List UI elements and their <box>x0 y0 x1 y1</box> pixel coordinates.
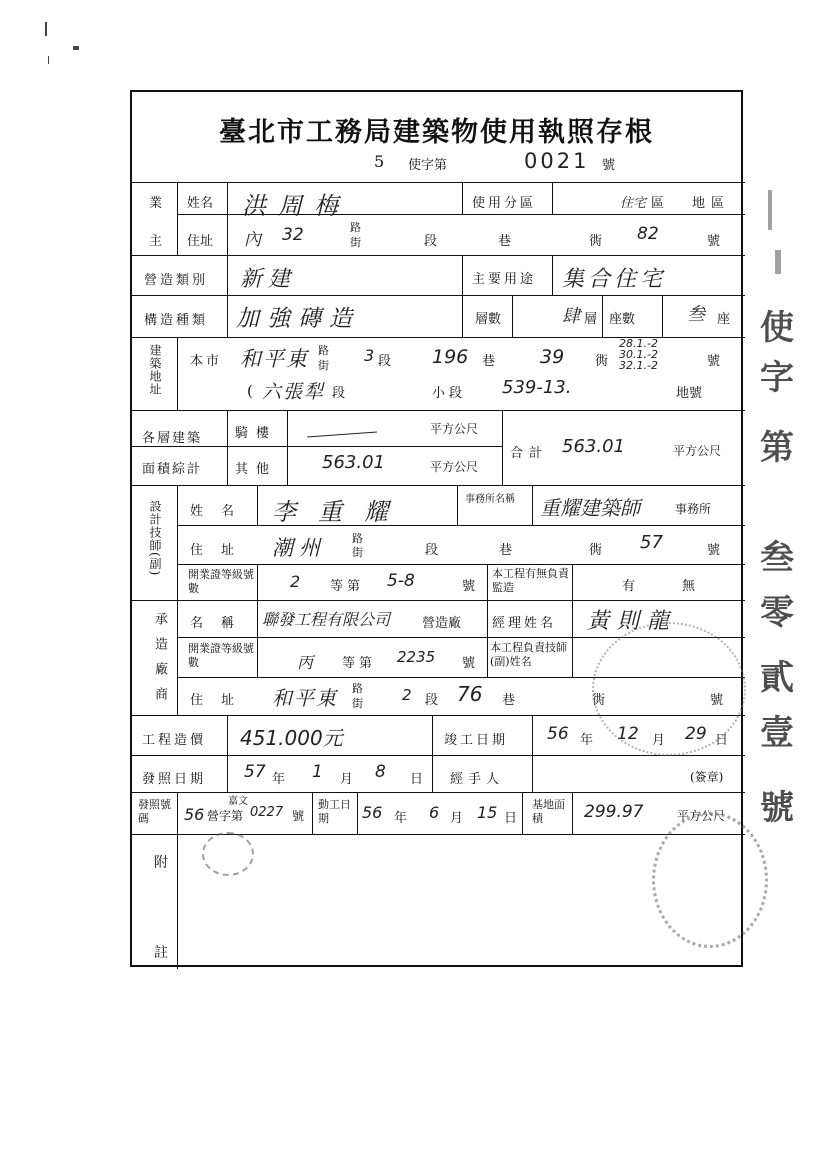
designer-addr-street: 街 <box>352 546 363 559</box>
designer-license-grade: 等第 <box>330 579 365 594</box>
owner-name-value: 洪周梅 <box>242 192 350 220</box>
other-label: 其他 <box>235 462 278 477</box>
buildings-value: 叁 <box>687 304 705 325</box>
contractor-name-value: 聯發工程有限公司 <box>262 610 391 629</box>
designer-name-value: 李重耀 <box>272 498 410 526</box>
contractor-addr-no: 號 <box>710 693 724 708</box>
location-street: 街 <box>318 359 329 372</box>
contractor-addr-lane: 巷 <box>502 693 516 708</box>
location-number-1: 28.1.-2 <box>619 337 658 350</box>
other-unit: 平方公尺 <box>430 460 479 474</box>
floor-area-label-2: 面積綜計 <box>142 462 203 477</box>
side-glyph: 零 <box>760 593 794 633</box>
location-city: 本市 <box>190 354 223 369</box>
side-glyph: 第 <box>760 428 794 468</box>
zoning-suffix: 區 <box>651 196 665 211</box>
contractor-license-label: 開業證等級號數 <box>188 642 254 669</box>
start-month-unit: 月 <box>450 811 464 826</box>
site-area-unit: 平方公尺 <box>677 809 726 823</box>
structure-value: 加強磚造 <box>236 306 360 332</box>
designer-name-label: 姓名 <box>190 504 253 519</box>
construction-type-label: 營造類別 <box>144 273 209 288</box>
start-month: 6 <box>429 803 440 822</box>
owner-addr-lane: 巷 <box>498 234 512 249</box>
total-label: 合計 <box>510 446 549 461</box>
location-road: 路 <box>318 344 329 357</box>
location-land-no: 地號 <box>676 386 703 401</box>
issue-day: 8 <box>375 762 386 782</box>
location-land-no-value: 539-13. <box>502 377 572 398</box>
designer-office-suffix: 事務所 <box>675 502 712 516</box>
designer-addr-no: 號 <box>707 543 721 558</box>
designer-label: 設計技師(副) <box>148 500 162 577</box>
completion-year: 56 <box>547 724 569 744</box>
designer-supervise-value-2: 無 <box>682 579 696 594</box>
owner-group-label: 業 <box>149 196 163 211</box>
owner-addr-street: 街 <box>350 236 361 249</box>
scan-mark <box>73 46 79 50</box>
site-area-value: 299.97 <box>584 802 644 822</box>
contractor-addr-road: 路 <box>352 682 363 695</box>
location-section: 段 <box>378 354 392 369</box>
location-lane-value: 196 <box>432 346 469 368</box>
designer-addr-section: 段 <box>425 543 439 558</box>
scan-mark <box>45 22 47 36</box>
contractor-license-no: 號 <box>462 656 476 671</box>
owner-addr-road: 路 <box>350 221 361 234</box>
designer-addr-label: 住址 <box>190 543 253 558</box>
total-unit: 平方公尺 <box>673 444 722 458</box>
designer-addr-road: 路 <box>352 532 363 545</box>
location-label: 建築地址 <box>148 344 162 396</box>
build-permit-no: 0227 <box>250 805 284 820</box>
owner-group-label: 主 <box>149 234 163 249</box>
arcade-label: 騎樓 <box>235 426 278 441</box>
remarks-label: 附 <box>154 855 168 871</box>
remarks-label-2: 註 <box>154 945 168 961</box>
contractor-license-grade: 等第 <box>342 656 377 671</box>
contractor-addr-alley: 衖 <box>592 693 606 708</box>
issue-year-unit: 年 <box>272 772 286 787</box>
side-glyph: 貳 <box>760 658 794 698</box>
form-title: 臺北市工務局建築物使用執照存根 <box>219 117 654 148</box>
permit-form <box>130 90 743 967</box>
contractor-label: 承造廠商 <box>152 612 167 712</box>
completion-day-unit: 日 <box>715 733 729 748</box>
issue-day-unit: 日 <box>410 772 424 787</box>
designer-supervise-value: 有 <box>622 579 636 594</box>
contractor-addr-section-value: 2 <box>402 686 412 704</box>
issue-year: 57 <box>244 762 266 782</box>
owner-addr-no: 號 <box>707 234 721 249</box>
start-day: 15 <box>477 803 498 822</box>
designer-license-no: 號 <box>462 579 476 594</box>
location-land-section: 段 <box>332 386 346 401</box>
contractor-addr-value: 和平東 <box>272 686 338 710</box>
location-land-subsection: 小段 <box>432 386 467 401</box>
contractor-name-suffix: 營造廠 <box>422 616 462 631</box>
designer-license-no-value: 5-8 <box>387 571 415 591</box>
completion-day: 29 <box>685 724 707 744</box>
owner-name-label: 姓名 <box>187 196 214 211</box>
contractor-addr-street: 街 <box>352 697 363 710</box>
owner-addr-no-value: 82 <box>637 224 659 244</box>
cost-label: 工程造價 <box>142 733 207 748</box>
contractor-manager-label: 經理姓名 <box>492 616 557 631</box>
main-use-value: 集合住宅 <box>562 267 667 292</box>
floors-unit: 層 <box>584 312 598 327</box>
permit-word: 使字第 <box>408 158 448 173</box>
start-year-unit: 年 <box>394 811 408 826</box>
location-number-label: 號 <box>707 354 721 369</box>
side-glyph: 號 <box>760 788 794 828</box>
handler-label: 經手人 <box>450 772 505 787</box>
scan-mark <box>768 190 772 230</box>
owner-addr-value: 內 <box>244 230 261 250</box>
structure-label: 構造種類 <box>144 313 209 328</box>
build-permit-word-extra: 嘉文 <box>228 796 248 807</box>
floor-area-label: 各層建築 <box>142 431 203 446</box>
location-lane: 巷 <box>482 354 496 369</box>
issue-month-unit: 月 <box>340 772 354 787</box>
permit-prefix: 5 <box>374 152 385 171</box>
location-alley-value: 39 <box>540 346 565 368</box>
contractor-name-label: 名稱 <box>190 616 253 631</box>
designer-license-value: 2 <box>290 572 301 591</box>
stamp-smudge <box>652 812 768 948</box>
issue-label: 發照日期 <box>142 772 207 787</box>
zoning-value: 住宅 <box>620 196 647 211</box>
contractor-license-no-value: 2235 <box>397 648 436 666</box>
handler-seal: (簽章) <box>690 770 724 784</box>
permit-number: 0021 <box>524 149 590 173</box>
floors-label: 層數 <box>475 312 502 327</box>
designer-supervise-label: 本工程有無負責監造 <box>492 567 569 594</box>
arcade-value-dash <box>307 432 377 438</box>
build-permit-suffix: 號 <box>292 809 305 823</box>
total-value: 563.01 <box>562 436 625 457</box>
scan-mark <box>775 250 781 274</box>
designer-addr-lane: 巷 <box>499 543 513 558</box>
designer-office-label: 事務所名稱 <box>465 494 515 505</box>
build-permit-label: 發照號碼 <box>138 798 171 825</box>
contractor-engineer-label: 本工程負責技師(副)姓名 <box>490 641 567 668</box>
completion-month: 12 <box>617 724 639 744</box>
permit-suffix: 號 <box>602 158 616 173</box>
location-land-section-value: 六張犁 <box>262 381 326 403</box>
side-glyph: 使 <box>760 308 794 348</box>
owner-addr-value-2: 32 <box>282 225 304 245</box>
location-section-value: 3 <box>364 346 375 365</box>
construction-type-value: 新建 <box>240 267 297 292</box>
location-alley: 衖 <box>595 354 609 369</box>
arcade-unit: 平方公尺 <box>430 422 479 436</box>
contractor-manager-value: 黃則龍 <box>587 609 678 634</box>
contractor-license-value: 丙 <box>297 653 314 672</box>
designer-addr-value: 潮州 <box>272 536 326 560</box>
zoning-label: 使用分區 <box>472 196 537 211</box>
designer-addr-no-value: 57 <box>640 532 663 553</box>
stamp-smudge <box>592 622 746 756</box>
side-glyph: 叁 <box>760 538 794 578</box>
contractor-addr-section: 段 <box>425 693 439 708</box>
location-paren-open: ( <box>247 382 253 400</box>
location-number-2: 30.1.-2 <box>619 348 658 361</box>
start-day-unit: 日 <box>504 811 518 826</box>
site-area-label: 基地面積 <box>532 798 565 825</box>
location-number-3: 32.1.-2 <box>619 359 658 372</box>
designer-addr-alley: 衖 <box>589 543 603 558</box>
stamp-smudge <box>202 832 254 876</box>
zoning-suffix-2: 地區 <box>692 196 731 211</box>
completion-label: 竣工日期 <box>444 733 509 748</box>
buildings-label: 座數 <box>609 312 636 327</box>
owner-addr-label: 住址 <box>187 234 214 249</box>
contractor-addr-lane-value: 76 <box>457 682 483 706</box>
contractor-addr-label: 住址 <box>190 693 253 708</box>
other-value: 563.01 <box>322 452 385 473</box>
designer-license-label: 開業證等級號數 <box>188 568 254 595</box>
completion-month-unit: 月 <box>652 733 666 748</box>
buildings-unit: 座 <box>717 312 731 327</box>
main-use-label: 主要用途 <box>472 272 537 287</box>
build-permit-word: 營字第 <box>207 809 244 823</box>
cost-value: 451.000元 <box>240 726 343 750</box>
issue-month: 1 <box>312 762 323 782</box>
start-year: 56 <box>362 803 383 822</box>
scan-mark <box>48 56 49 64</box>
owner-addr-section: 段 <box>424 234 438 249</box>
start-label: 動工日期 <box>318 798 351 825</box>
completion-year-unit: 年 <box>580 733 594 748</box>
side-glyph: 字 <box>760 358 794 398</box>
side-glyph: 壹 <box>760 713 794 753</box>
owner-addr-alley: 衖 <box>589 234 603 249</box>
floors-value: 肆 <box>562 306 580 327</box>
location-district: 和平東 <box>240 347 309 371</box>
designer-office-value: 重耀建築師 <box>540 496 640 520</box>
build-permit-year: 56 <box>184 805 205 824</box>
